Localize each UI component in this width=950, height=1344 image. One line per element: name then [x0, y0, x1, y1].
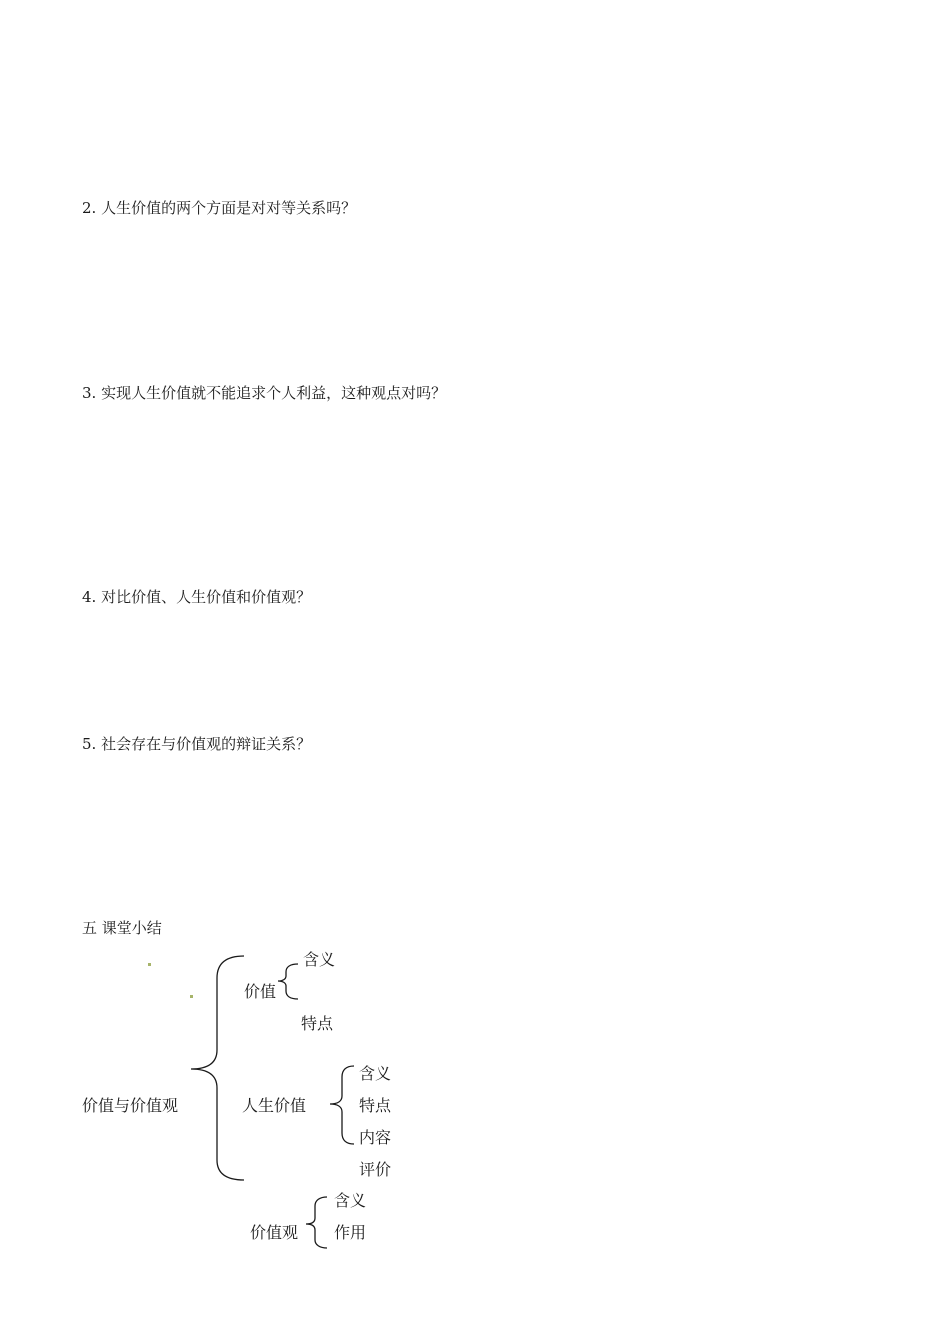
life-value-item-feature: 特点	[359, 1096, 392, 1115]
value-item-feature: 特点	[301, 1014, 334, 1033]
life-value-item-evaluation: 评价	[359, 1160, 392, 1179]
values-view-label: 价值观	[250, 1223, 299, 1242]
question-5: 5. 社会存在与价值观的辩证关系？	[82, 735, 312, 753]
value-item-meaning: 含义	[303, 950, 336, 969]
value-brace	[278, 964, 298, 999]
life-value-item-meaning: 含义	[359, 1064, 392, 1083]
life-value-item-content: 内容	[359, 1128, 392, 1147]
root-label: 价值与价值观	[82, 1096, 179, 1115]
summary-heading: 五 课堂小结	[82, 919, 162, 937]
value-label: 价值	[244, 982, 277, 1001]
values-view-item-function: 作用	[334, 1223, 367, 1242]
values-view-brace	[306, 1197, 327, 1248]
question-2: 2. 人生价值的两个方面是对对等关系吗？	[82, 199, 357, 217]
life-value-brace	[330, 1066, 354, 1144]
question-3: 3. 实现人生价值就不能追求个人利益，这种观点对吗？	[82, 384, 447, 402]
root-brace	[191, 956, 244, 1180]
life-value-label: 人生价值	[242, 1096, 307, 1115]
question-4: 4. 对比价值、人生价值和价值观？	[82, 588, 312, 606]
values-view-item-meaning: 含义	[334, 1191, 367, 1210]
